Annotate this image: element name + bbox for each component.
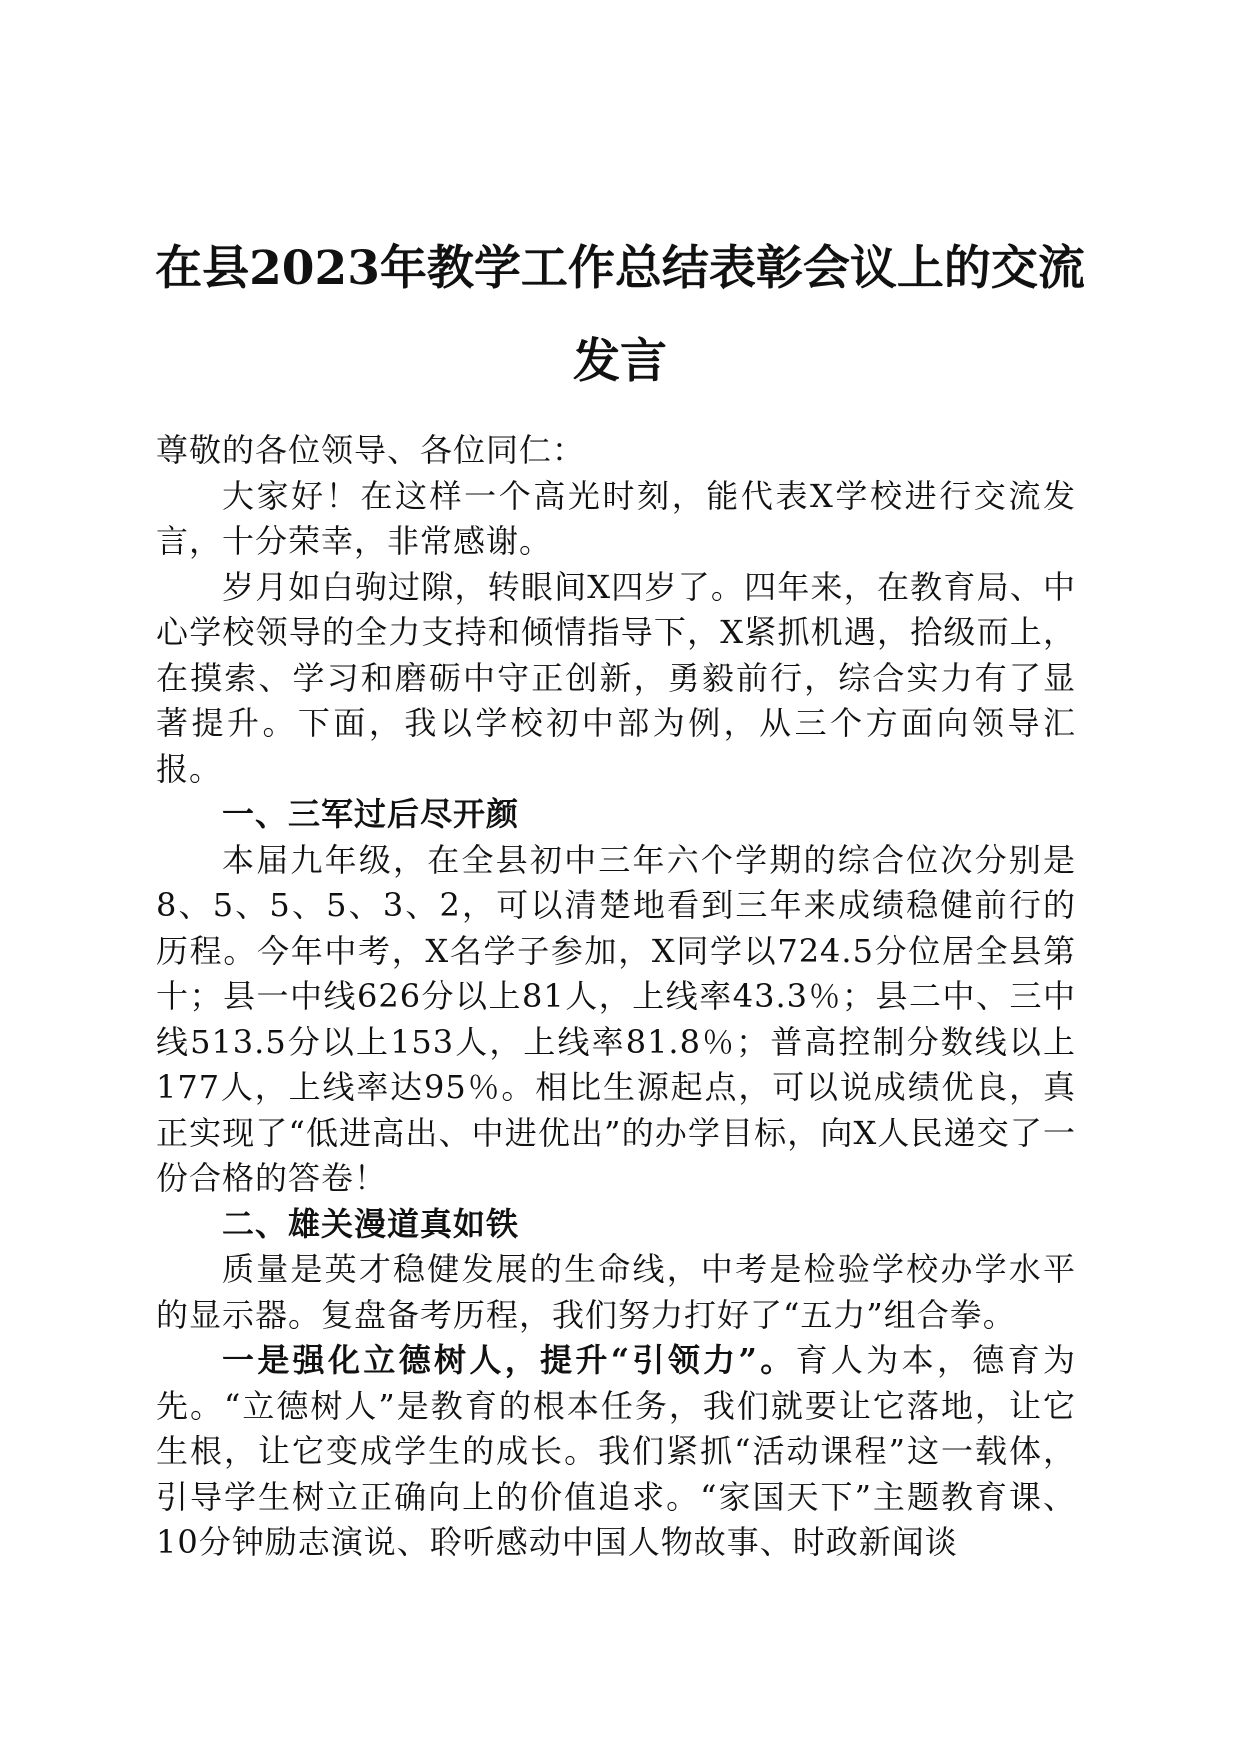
paragraph-greeting: 大家好！在这样一个高光时刻，能代表X学校进行交流发言，十分荣幸，非常感谢。: [156, 476, 1076, 560]
document-title: 在县2023年教学工作总结表彰会议上的交流发言: [155, 241, 1085, 389]
paragraph-body-text: 育人为本，德育为先。“立德树人”是教育的根本任务，我们就要让它落地，让它生根，让它变成学生的成长。我们紧抓“活动课程”这一载体，引导学生树立正确向上的价值追求。“家国天下”主题教育课、10分钟励志演说、聆听感动中国人物故事、时政新闻谈: [156, 1341, 1076, 1561]
paragraph-review: 质量是英才稳健发展的生命线，中考是检验学校办学水平的显示器。复盘备考历程，我们努力打好了“五力”组合拳。: [156, 1250, 1076, 1334]
salutation: 尊敬的各位领导、各位同仁：: [156, 431, 586, 469]
paragraph-results: 本届九年级，在全县初中三年六个学期的综合位次分别是8、5、5、5、3、2，可以清楚地看到三年来成绩稳健前行的历程。今年中考，X名学子参加，X同学以724.5分位居全县第十；县一中线626分以上81人，上线率43.3％；县二中、三中线513.5分以上153人，上线率81.8％；普高控制分数线以上177人，上线率达95％。相比生源起点，可以说成绩优良，真正实现了“低进高出、中进优出”的办学目标，向X人民递交了一份合格的答卷！: [156, 840, 1076, 1197]
section-heading-1: 一、三军过后尽开颜: [222, 795, 520, 833]
section-heading-2: 二、雄关漫道真如铁: [222, 1204, 520, 1243]
document-body: [156, 428, 1076, 1566]
paragraph-lead-bold: 一是强化立德树人，提升“引领力”。: [222, 1341, 796, 1379]
paragraph-introduction: 岁月如白驹过隙，转眼间X四岁了。四年来，在教育局、中心学校领导的全力支持和倾情指导下，X紧抓机遇，拾级而上，在摸索、学习和磨砺中守正创新，勇毅前行，综合实力有了显著提升。下面，我以学校初中部为例，从三个方面向领导汇报。: [156, 567, 1076, 788]
paragraph-moral-education: [156, 1338, 1076, 1566]
